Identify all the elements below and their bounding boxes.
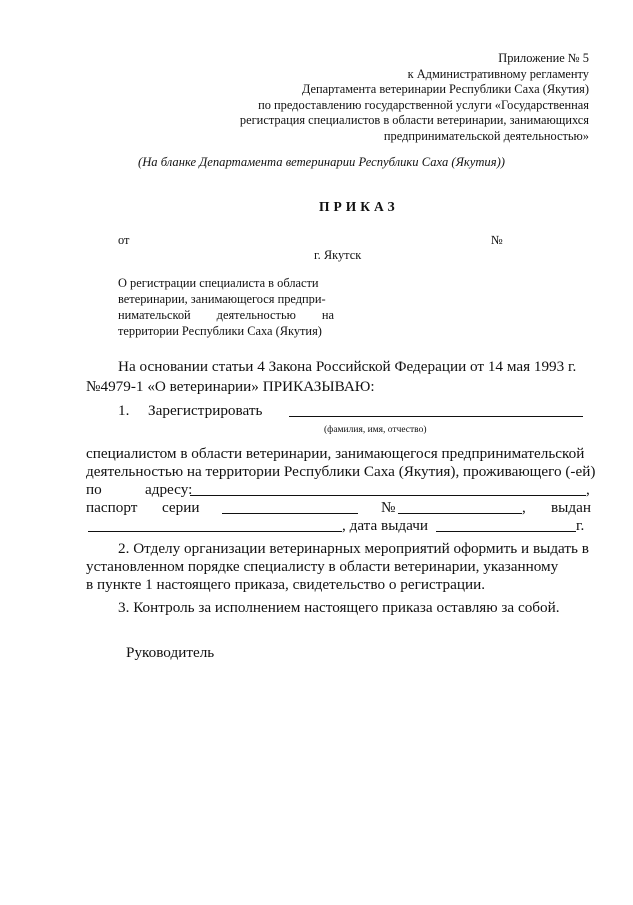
document-title: ПРИКАЗ: [319, 199, 399, 214]
year-suffix: г.: [576, 517, 585, 534]
passport-number-field[interactable]: [398, 499, 522, 514]
order-subject: [118, 275, 334, 339]
item1-line: [86, 445, 590, 463]
item1-text: специалистом в области ветеринарии, занимающегося предпринимательской: [86, 445, 585, 462]
passport-series-field[interactable]: [222, 499, 358, 514]
subject-word: деятельностью: [216, 308, 296, 322]
appendix-line: по предоставлению государственной услуги «Государственная: [258, 97, 589, 112]
subject-line: территории Республики Саха (Якутия): [118, 324, 322, 338]
issue-date-label: , дата выдачи: [342, 517, 429, 534]
appendix-line: предпринимательской деятельностью»: [383, 128, 589, 143]
letterhead-note: (На бланке Департамента ветеринарии Республики Саха (Якутия)): [138, 155, 505, 169]
address-label: адресу:: [145, 481, 193, 498]
issued-by-field[interactable]: [88, 517, 342, 532]
subject-word: на: [321, 308, 334, 322]
passport-label: паспорт: [86, 499, 138, 516]
issued-label: выдан: [551, 499, 591, 516]
subject-line: [118, 307, 334, 323]
passport-comma: ,: [522, 499, 526, 516]
date-prefix: от: [118, 233, 130, 247]
item1-verb: Зарегистрировать: [148, 402, 263, 419]
address-end: ,: [586, 481, 590, 498]
appendix-reference: [240, 51, 589, 145]
subject-word: нимательской: [118, 308, 191, 322]
address-field[interactable]: [190, 481, 586, 496]
series-label: серии: [162, 499, 200, 516]
item2-line: установленном порядке специалисту в области ветеринарии, указанному: [86, 558, 559, 575]
item2-line: в пункте 1 настоящего приказа, свидетельство о регистрации.: [86, 576, 486, 593]
passport-number-label: №: [381, 499, 396, 516]
preamble-line: На основании статьи 4 Закона Российской Федерации от 14 мая 1993 г.: [118, 358, 577, 375]
appendix-line: Департамента ветеринарии Республики Саха (Якутия): [301, 82, 589, 97]
subject-line: О регистрации специалиста в области: [118, 276, 319, 290]
appendix-line: Приложение № 5: [498, 51, 589, 65]
preamble-line: №4979-1 «О ветеринарии» ПРИКАЗЫВАЮ:: [86, 378, 375, 395]
subject-line: ветеринарии, занимающегося предпри-: [118, 292, 326, 306]
city: г. Якутск: [314, 248, 362, 262]
address-po: по: [86, 481, 102, 498]
fio-caption: (фамилия, имя, отчество): [324, 425, 427, 435]
item3-line: 3. Контроль за исполнением настоящего приказа оставляю за собой.: [118, 599, 560, 616]
item1-line: [86, 463, 596, 481]
signature-title: Руководитель: [126, 644, 215, 661]
item1-number: 1.: [118, 402, 130, 419]
order-number-prefix: №: [491, 233, 503, 247]
issue-date-field[interactable]: [436, 517, 576, 532]
appendix-line: регистрация специалистов в области ветеринарии, занимающихся: [239, 113, 589, 128]
appendix-line: к Административному регламенту: [407, 66, 589, 81]
item1-text: деятельностью на территории Республики Саха (Якутия), проживающего (-ей): [86, 463, 596, 480]
fio-field[interactable]: [289, 402, 583, 417]
item2-line: 2. Отделу организации ветеринарных мероприятий оформить и выдать в: [118, 540, 589, 557]
